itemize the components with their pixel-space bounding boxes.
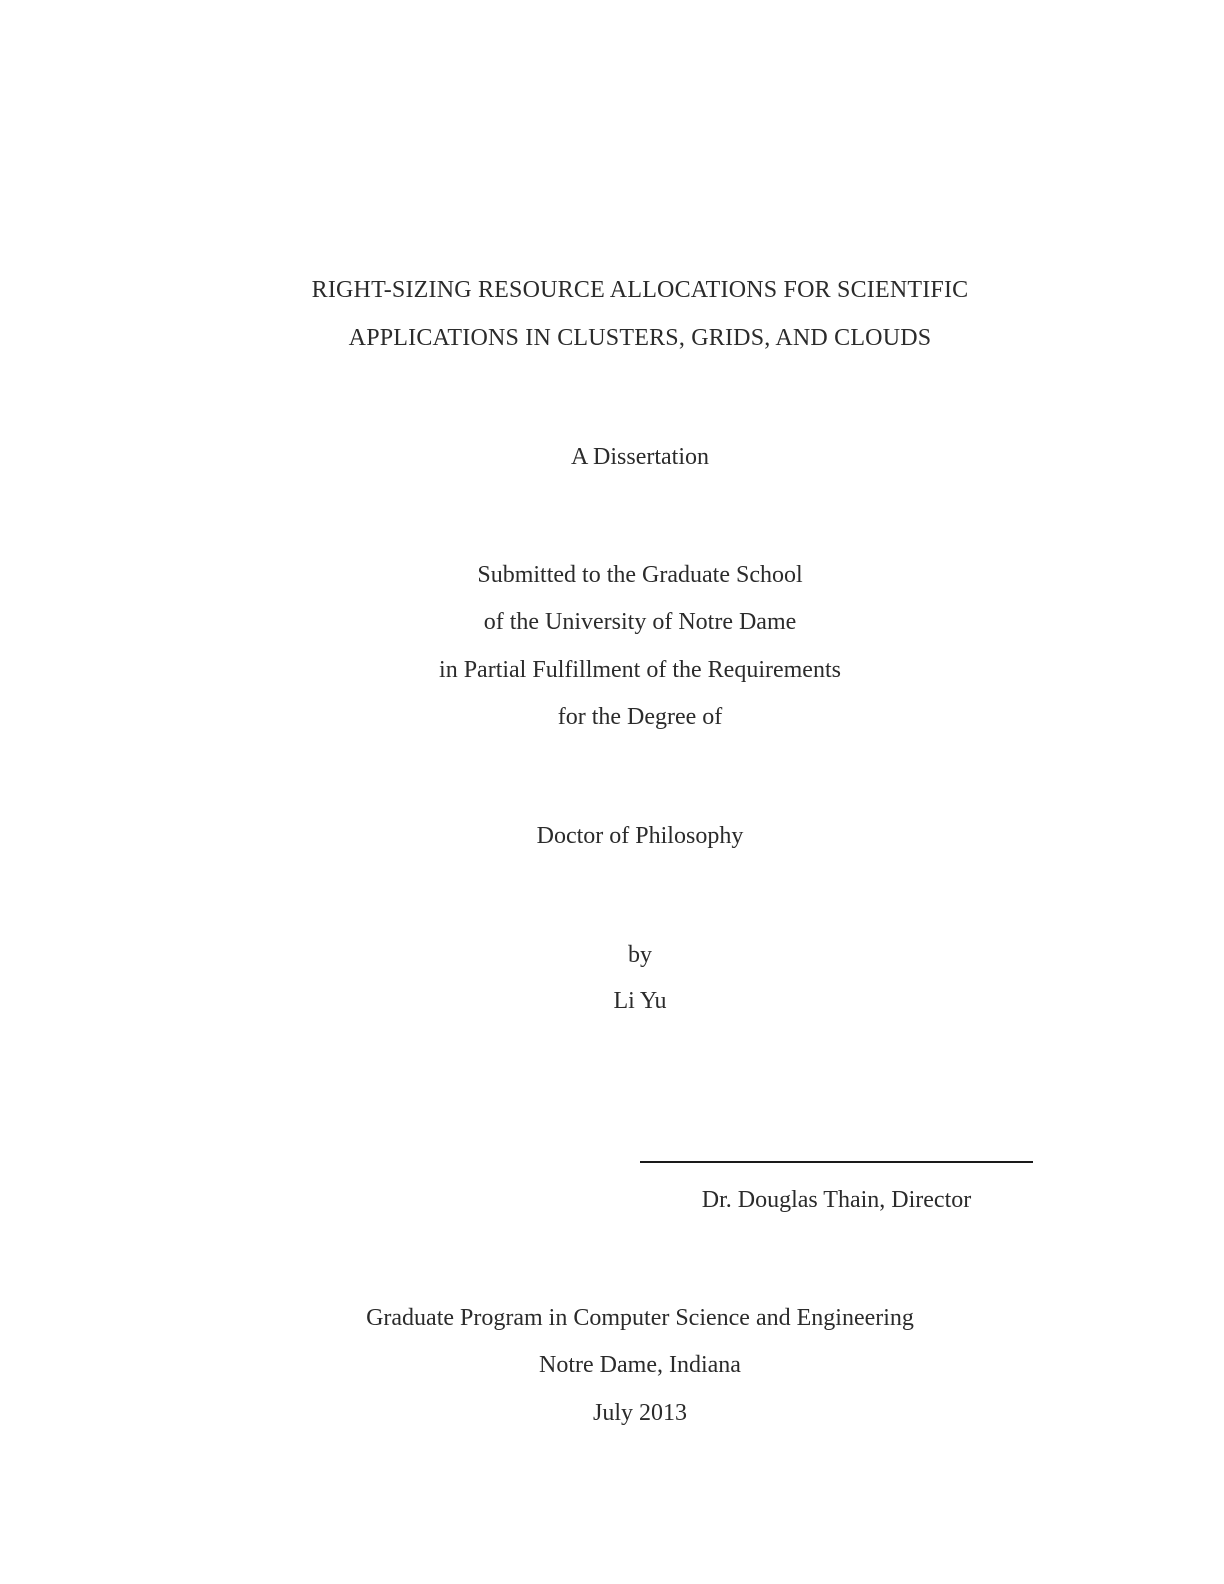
degree-name: Doctor of Philosophy	[536, 823, 744, 849]
director-name: Dr. Douglas Thain, Director	[701, 1187, 972, 1213]
submission-date: July 2013	[592, 1400, 687, 1426]
submission-line-2: of the University of Notre Dame	[483, 609, 797, 635]
title-line-1: RIGHT-SIZING RESOURCE ALLOCATIONS FOR SCIENTIFIC	[311, 277, 969, 303]
graduate-program: Graduate Program in Computer Science and Engineering	[366, 1305, 914, 1331]
signature-line	[640, 1161, 1033, 1163]
submission-line-4: for the Degree of	[557, 704, 723, 730]
by-label: by	[628, 942, 652, 968]
author-name: Li Yu	[613, 988, 667, 1014]
document-type: A Dissertation	[571, 444, 709, 470]
submission-line-1: Submitted to the Graduate School	[477, 562, 803, 588]
submission-line-3: in Partial Fulfillment of the Requirements	[439, 657, 841, 683]
title-line-2: APPLICATIONS IN CLUSTERS, GRIDS, AND CLOUDS	[348, 325, 932, 351]
location: Notre Dame, Indiana	[539, 1352, 741, 1378]
